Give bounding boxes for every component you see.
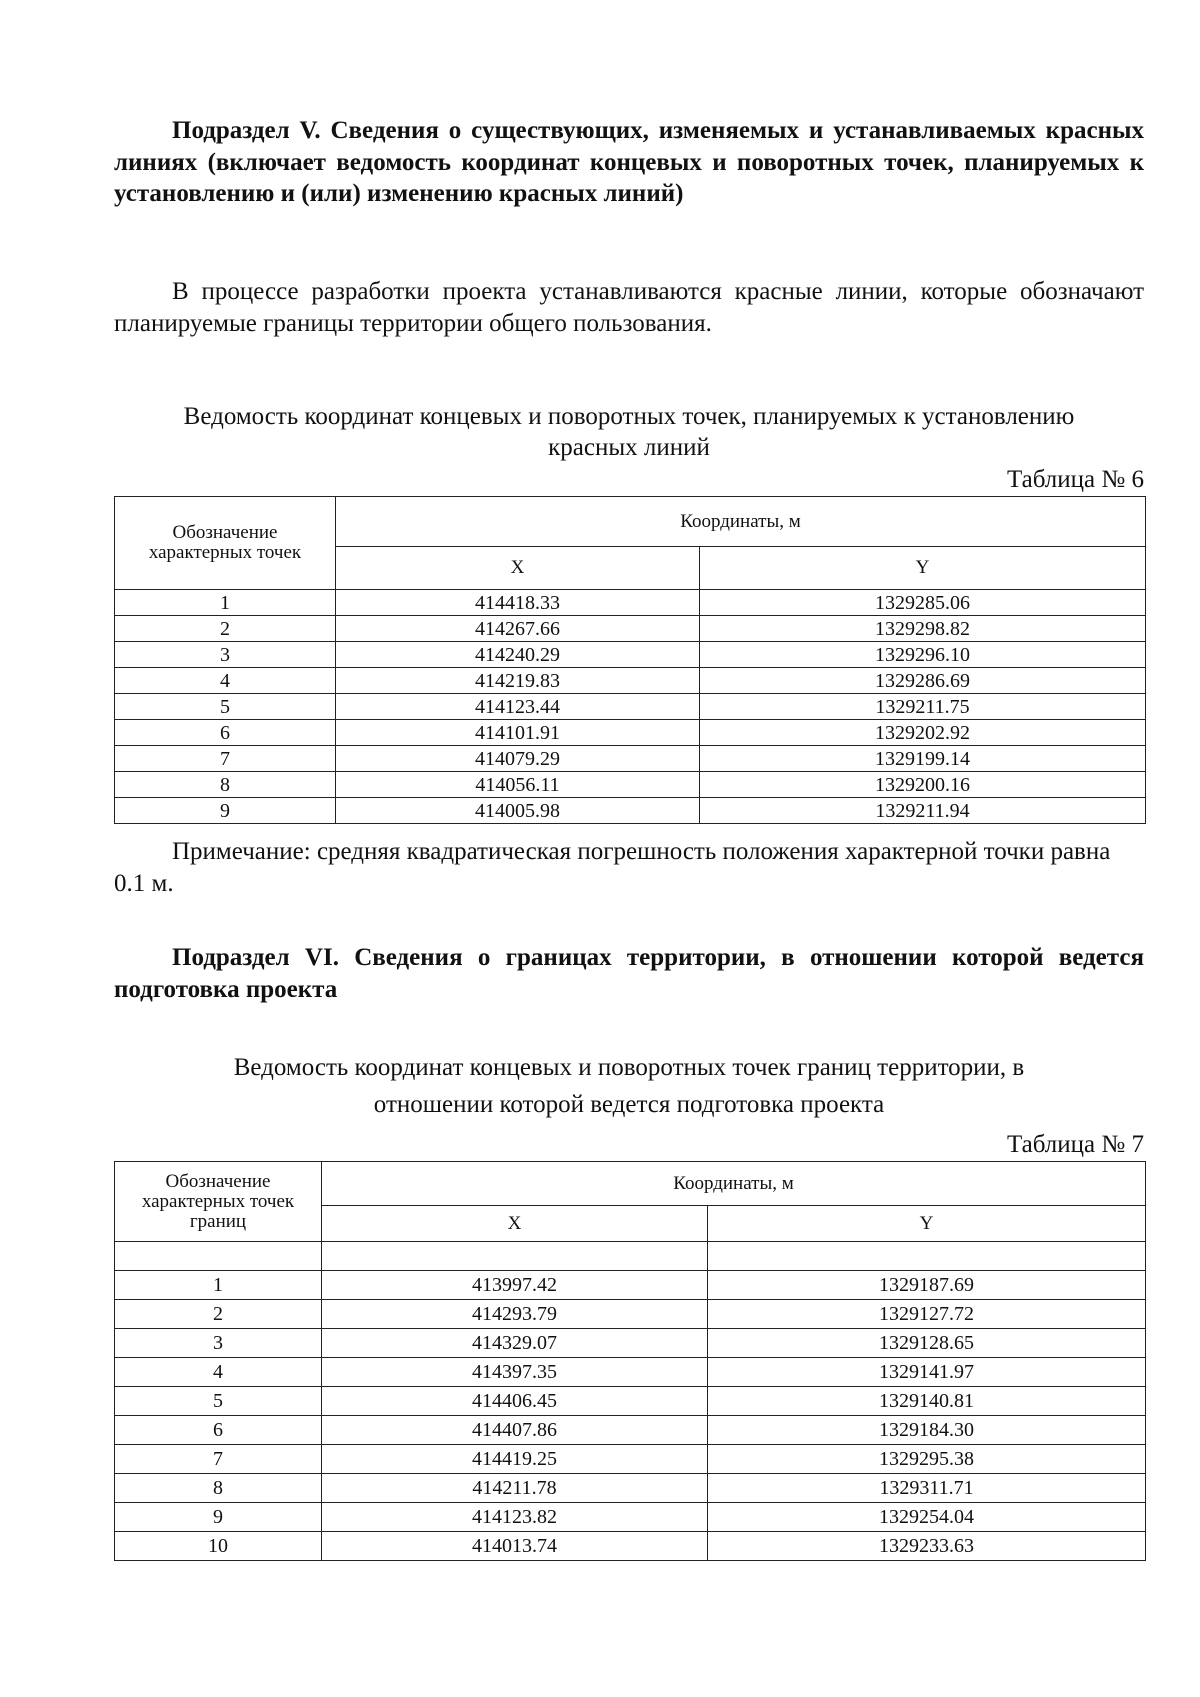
y-coordinate-cell: 1329211.75 (700, 694, 1146, 720)
x-coordinate-cell: 414329.07 (322, 1329, 708, 1358)
point-number-cell: 6 (115, 1416, 322, 1445)
table-7-number: Таблица № 7 (1006, 1131, 1144, 1158)
y-coordinate-cell: 1329128.65 (708, 1329, 1146, 1358)
section-5-heading: Подраздел V. Сведения о существующих, изменяемых и устанавливаемых красных линиях (включает ведомость координат концевых и поворотных точек, планируемых к установлению и (или) изменению красных линий) (114, 117, 1144, 207)
point-number-cell: 8 (115, 1474, 322, 1503)
point-number-cell: 10 (115, 1532, 322, 1561)
table-row (115, 1474, 1146, 1503)
point-number-cell: 2 (115, 1300, 322, 1329)
point-number-cell: 7 (115, 746, 336, 772)
x-coordinate-cell: 413997.42 (322, 1271, 708, 1300)
table-6-note: Примечание: средняя квадратическая погрешность положения характерной точки равна 0.1 м. (114, 838, 1111, 897)
y-coordinate-cell (708, 1242, 1146, 1271)
point-number-cell: 5 (115, 694, 336, 720)
y-coordinate-cell: 1329298.82 (700, 616, 1146, 642)
table-7-coords-header: Координаты, м (322, 1162, 1146, 1206)
y-coordinate-cell: 1329311.71 (708, 1474, 1146, 1503)
table-7-y-header: Y (708, 1206, 1146, 1242)
table-row (115, 642, 1146, 668)
y-coordinate-cell: 1329285.06 (700, 590, 1146, 616)
table-row (115, 694, 1146, 720)
table-6-point-header: Обозначение характерных точек (115, 497, 336, 590)
x-coordinate-cell: 414219.83 (336, 668, 700, 694)
point-number-cell: 4 (115, 1358, 322, 1387)
point-number-cell: 6 (115, 720, 336, 746)
y-coordinate-cell: 1329233.63 (708, 1532, 1146, 1561)
y-coordinate-cell: 1329141.97 (708, 1358, 1146, 1387)
y-coordinate-cell: 1329296.10 (700, 642, 1146, 668)
point-number-cell: 1 (115, 1271, 322, 1300)
x-coordinate-cell: 414419.25 (322, 1445, 708, 1474)
table-row (115, 1532, 1146, 1561)
point-number-cell: 7 (115, 1445, 322, 1474)
x-coordinate-cell: 414056.11 (336, 772, 700, 798)
x-coordinate-cell: 414005.98 (336, 798, 700, 824)
table-row (115, 1358, 1146, 1387)
table-row (115, 1242, 1146, 1271)
section-5-paragraph: В процессе разработки проекта устанавливаются красные линии, которые обозначают планируемые границы территории общего пользования. (114, 278, 1144, 337)
x-coordinate-cell: 414101.91 (336, 720, 700, 746)
x-coordinate-cell: 414267.66 (336, 616, 700, 642)
y-coordinate-cell: 1329200.16 (700, 772, 1146, 798)
table-row (115, 1271, 1146, 1300)
y-coordinate-cell: 1329127.72 (708, 1300, 1146, 1329)
section-6-heading: Подраздел VI. Сведения о границах территории, в отношении которой ведется подготовка проекта (114, 944, 1144, 1003)
y-coordinate-cell: 1329184.30 (708, 1416, 1146, 1445)
table-6-x-header: X (336, 547, 700, 590)
table-row (115, 1445, 1146, 1474)
y-coordinate-cell: 1329199.14 (700, 746, 1146, 772)
table-7-x-header: X (322, 1206, 708, 1242)
point-number-cell: 5 (115, 1387, 322, 1416)
point-number-cell: 1 (115, 590, 336, 616)
point-number-cell: 9 (115, 798, 336, 824)
point-number-cell: 8 (115, 772, 336, 798)
table-row (115, 668, 1146, 694)
table-6-caption-line-2: красных линий (548, 434, 710, 461)
x-coordinate-cell: 414123.44 (336, 694, 700, 720)
y-coordinate-cell: 1329254.04 (708, 1503, 1146, 1532)
x-coordinate-cell: 414293.79 (322, 1300, 708, 1329)
x-coordinate-cell: 414240.29 (336, 642, 700, 668)
table-row (115, 720, 1146, 746)
table-6-number: Таблица № 6 (1006, 466, 1144, 493)
table-row (115, 1387, 1146, 1416)
point-number-cell: 3 (115, 1329, 322, 1358)
table-row (115, 798, 1146, 824)
table-6-coords-header: Координаты, м (336, 497, 1146, 547)
x-coordinate-cell: 414079.29 (336, 746, 700, 772)
table-row (115, 1329, 1146, 1358)
table-6-caption-line-1: Ведомость координат концевых и поворотных точек, планируемых к установлению (183, 403, 1075, 430)
point-number-cell: 2 (115, 616, 336, 642)
table-6-y-header: Y (700, 547, 1146, 590)
x-coordinate-cell: 414211.78 (322, 1474, 708, 1503)
point-number-cell (115, 1242, 322, 1271)
table-6 (114, 496, 1146, 824)
x-coordinate-cell: 414406.45 (322, 1387, 708, 1416)
table-row (115, 1503, 1146, 1532)
table-row (115, 1300, 1146, 1329)
table-6-body (115, 590, 1146, 824)
table-7 (114, 1161, 1146, 1561)
y-coordinate-cell: 1329211.94 (700, 798, 1146, 824)
table-7-body (115, 1242, 1146, 1561)
table-7-point-header: Обозначение характерных точек границ (115, 1162, 322, 1242)
x-coordinate-cell: 414013.74 (322, 1532, 708, 1561)
y-coordinate-cell: 1329202.92 (700, 720, 1146, 746)
y-coordinate-cell: 1329187.69 (708, 1271, 1146, 1300)
x-coordinate-cell: 414397.35 (322, 1358, 708, 1387)
x-coordinate-cell: 414418.33 (336, 590, 700, 616)
point-number-cell: 3 (115, 642, 336, 668)
table-row (115, 1416, 1146, 1445)
table-7-caption-line-2: отношении которой ведется подготовка проекта (373, 1091, 885, 1118)
x-coordinate-cell: 414123.82 (322, 1503, 708, 1532)
point-number-cell: 4 (115, 668, 336, 694)
y-coordinate-cell: 1329295.38 (708, 1445, 1146, 1474)
table-row (115, 616, 1146, 642)
table-row (115, 746, 1146, 772)
point-number-cell: 9 (115, 1503, 322, 1532)
table-row (115, 590, 1146, 616)
x-coordinate-cell: 414407.86 (322, 1416, 708, 1445)
table-7-caption-line-1: Ведомость координат концевых и поворотных точек границ территории, в (233, 1054, 1025, 1081)
y-coordinate-cell: 1329286.69 (700, 668, 1146, 694)
y-coordinate-cell: 1329140.81 (708, 1387, 1146, 1416)
x-coordinate-cell (322, 1242, 708, 1271)
table-row (115, 772, 1146, 798)
